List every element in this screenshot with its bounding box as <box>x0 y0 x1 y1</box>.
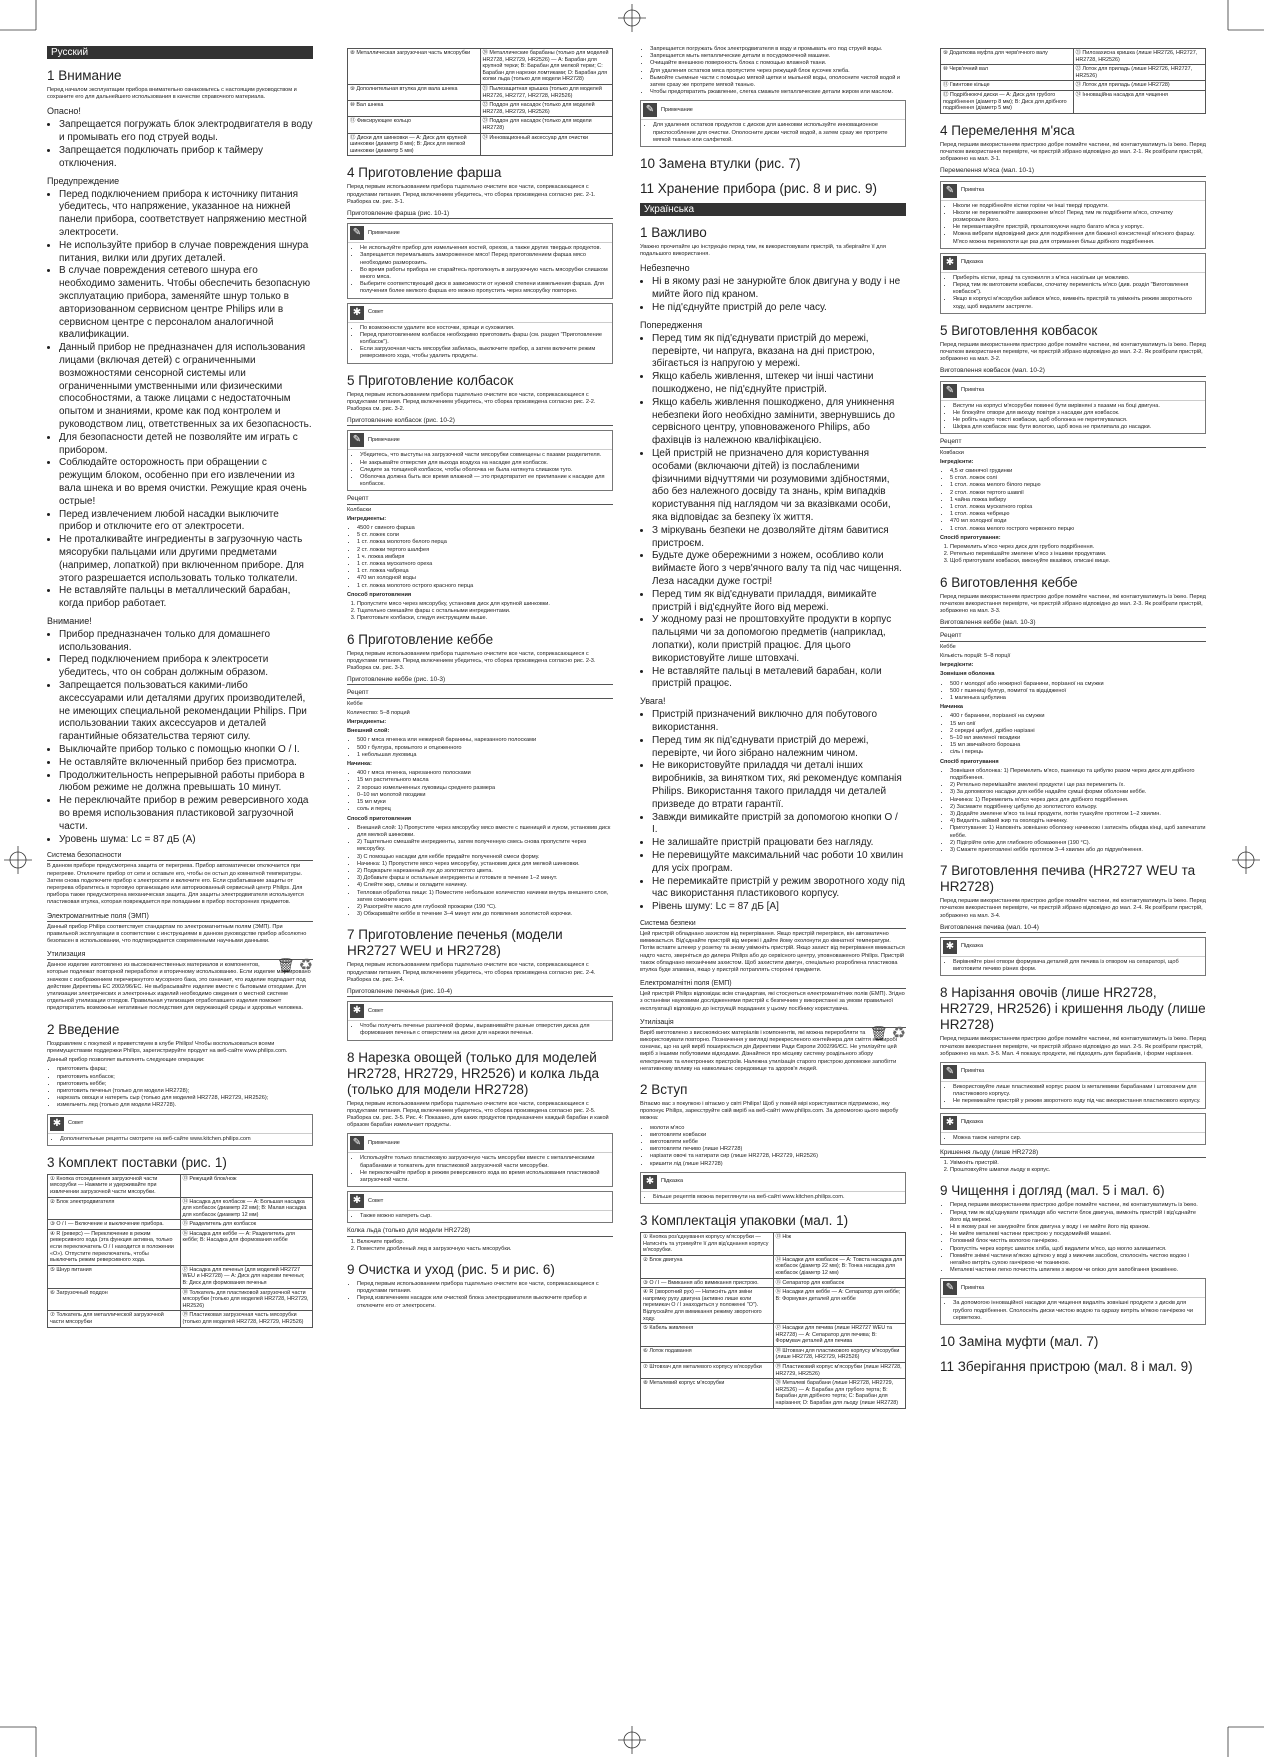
section-text: Перед першим використанням пристрою добре помийте частини, які контактуватимуть із їжею. Перед початком використання перевірте, чи пристрій зібрано відповідно до мал. 2-2. Як розібрати пристрій, зображено на мал. 3-2. <box>940 341 1206 363</box>
section-text: Перед першим використанням пристрою добре помийте частини, які контактуватимуть із їжею. Перед початком використання перевірте, чи пристрій зібрано відповідно до мал. 2-1. Як розібрати пристрій, зображено на мал. 3-1. <box>940 141 1206 163</box>
warning-list: • Перед подключением прибора к источнику питания убедитесь, что напряжение, указанное на нижней панели прибора, соответствует напряжению местной электросети. • Не используйте прибор в случае повреждения шнура питания, вилки или других деталей. • В случае повреждения сетевого шнура его необходимо заменить. Чтобы обеспечить безопасную эксплуатацию прибора, заменяйте шнур только в авторизованном сервисном центре Philips или в сервисном центре с персоналом аналогичной квалификации. • Данный прибор не предназначен для использования лицами (включая детей) с ограниченными возможностями сенсорной системы или ограниченными умственными или физическими способностями, а также лицами с недостаточным опытом и знаниями, кроме как под контролем и руководством лиц, ответственных за их безопасность. • Для безопасности детей не позволяйте им играть с прибором. • Соблюдайте осторожность при обращении с режущим блоком, особенно при его извлечении из вала шнека и во время очистки. Режущие края очень острые! • Перед извлечением любой насадки выключите прибор и отключите его от электросети. • Не проталкивайте ингредиенты в загрузочную часть мясорубки пальцами или другими предметами (например, лопаткой) при включенном приборе. Для этого разрешается использовать только толкатели. • Не вставляйте пальцы в металлический барабан, когда прибор работает. <box>47 189 313 611</box>
note-box: ✎ Примечание • Используйте только пластиковую загрузочную часть мясорубки вместе с металлическими барабанами и толкатель для пластиковой загрузочной части мясорубки. • Не переключайте прибор в режим реверсивного хода во время использования пластиковой загрузочной части. <box>347 1133 613 1187</box>
method-label: Спосіб приготування <box>940 758 999 765</box>
table-row: ⑨ Дополнительная втулка для вала шнека ㉑ Пылезащитная крышка (только для моделей HR2726, HR2727, HR2728, HR2526) <box>348 84 613 100</box>
table-row: ⑩ Черв'ячний вал ㉒ Лоток для приладь (лише HR2726, HR2727, HR2526) <box>941 65 1206 81</box>
recipe-name: Колбаски <box>347 506 372 513</box>
recipe-heading: Рецепт <box>940 438 1206 447</box>
note-icon: ✎ <box>943 384 957 398</box>
column-2 <box>347 46 613 1312</box>
table-row: ⑫ Подрібнюючі диски — A: Диск для грубого подрібнення (діаметр 8 мм); B: Диск для дрібного подрібнення (діаметр 5 мм) ㉔ Інноваційна насадка для чищення <box>941 90 1206 113</box>
table-row: ⑩ Вал шнека ㉒ Поддон для насадок (только для моделей HR2728, HR2729, HR2526) <box>348 101 613 117</box>
table-row: ⑧ Металевий корпус м'ясорубки ⑳ Металеві барабани (лише HR2728, HR2729, HR2526) — A: Барабан для грубого терта; B: Барабан для дрібного терта; C: Барабан для нарізання; D: Барабан для льоду (лише HR2728) <box>641 1379 906 1408</box>
box-contents-table <box>47 1174 313 1328</box>
recycle-icon: ♻ <box>891 1024 906 1042</box>
ingredient-list: • 400 г баранини, порізаної на смужки • 15 мл олії • 2 середні цибулі, дрібно нарізані • 5–10 мл змеленої гвоздики • 15 мл звичайного борошна • сіль і перець <box>940 713 1206 756</box>
warning-heading: Предупреждение <box>47 175 120 186</box>
table-row: ⑤ Шнур питания ⑰ Насадка для печенья (для моделей HR2727 WEU и HR2728) — A: Диск для нарезки печенья; B: Диск для формования печенья <box>48 1265 313 1288</box>
tip-icon: ✱ <box>943 256 957 270</box>
section-title: 6 Виготовлення кеббе <box>940 574 1078 590</box>
subsection-heading: Кришення льоду (лише HR2728) <box>940 1149 1206 1158</box>
note-icon: ✎ <box>943 1281 957 1295</box>
table-row: ④ R (реверс) — Переключение в режим реверсивного хода (эта функция активна, только если переключатель О / I находится в положении «О»). Отпустите переключатель, чтобы выключить режим реверсивного хода. ⑯ Насадка для кеббе — A: Разделитель для кеббе; B: Насадка для формования кеббе <box>48 1229 313 1265</box>
danger-list: • Ні в якому разі не занурюйте блок двигуна у воду і не мийте його під краном. • Не під'єднуйте пристрій до реле часу. <box>640 276 906 314</box>
ingredient-list: • 500 г мяса ягненка или нежирной баранины, нарезанного полосками • 500 г булгура, промытого и отцеженного • 1 небольшая луковица <box>347 737 613 759</box>
recipe-heading: Рецепт <box>940 632 1206 641</box>
intro-paragraph: Данный прибор позволяет выполнять следующие операции: <box>47 1057 205 1064</box>
method-list: • Внешний слой: 1) Пропустите через мясорубку мясо вместе с пшеницей и луком, установив диск для мелкой шинковки. • 2) Тщательно смешайте ингредиенты, затем полученную смесь снова пропустите через мясорубку. • 3) С помощью насадки для кеббе придайте полученной смеси форму. • Начинка: 1) Пропустите мясо через мясорубку, установив диск для мелкой шинковки. • 2) Поджарьте нарезанный лук до золотистого цвета. • 3) Добавьте фарш и остальные ингредиенты и готовьте в течение 1–2 минут. • 4) Слейте жир, сливы и охладите начинку. • Тепловая обработка пищи: 1) Поместите небольшое количество начинки внутрь внешнего слоя, затем сомкните края. • 2) Разогрейте масло для глубокой прожарки (190 °C). • 3) Обжаривайте кеббе в течение 3–4 минут или до появления золотистой корочки. <box>347 825 613 919</box>
subsection-heading: Приготовление колбасок (рис. 10-2) <box>347 417 613 426</box>
tip-icon: ✱ <box>643 1175 657 1189</box>
note-box: ✎ Примечание • Для удаления остатков продуктов с дисков для шинковки используйте инновационное приспособление для очистки. Ополосните диски чистой водой, а затем сразу же протрите мягкой тканью или салфеткой. <box>640 100 906 147</box>
section-title: 2 Введение <box>47 1021 120 1037</box>
emf-heading: Електромагнітні поля (ЕМП) <box>640 979 906 989</box>
tip-box: ✱ Совет • Чтобы получить печенье различной формы, выравнивайте разные отверстия диска для формования печенья с отверстием на диске для нарезки печенья. <box>347 1001 613 1040</box>
subsection-heading: Виготовлення ковбасок (мал. 10-2) <box>940 367 1206 376</box>
tip-icon: ✱ <box>50 1117 64 1131</box>
recipe-name: Кеббе <box>940 643 956 650</box>
subsection-heading: Приготовление фарша (рис. 10-1) <box>347 210 613 219</box>
recipe-heading: Рецепт <box>347 689 613 698</box>
tip-box: ✱ Підказка • Можна також натерти сир. <box>940 1113 1206 1145</box>
section-title: 11 Зберігання пристрою (мал. 8 і мал. 9) <box>940 1359 1193 1375</box>
recycle-icon: ♻ <box>298 957 313 975</box>
note-box: ✎ Примечание • Убедитесь, что выступы на загрузочной части мясорубки совмещены с пазами разделителя. • Не закрывайте отверстия для выхода воздуха на насадке для колбасок. • Следите за толщиной колбасок, чтобы оболочка не была натянута слишком туго. • Оболочка должна быть все время влажной — это предотвратит ее прилипание к насадке для колбасок. <box>347 430 613 491</box>
cleaning-list: • Перед первым использованием прибора тщательно очистите все части, соприкасающиеся с продуктами питания. • Перед извлечением насадок или очисткой блока электродвигателя выключите прибор и отключите его от электросети. <box>347 1281 613 1310</box>
note-icon: ✎ <box>350 1136 364 1150</box>
section-title: 9 Чищення і догляд (мал. 5 і мал. 6) <box>940 1183 1165 1199</box>
tip-icon: ✱ <box>350 1194 364 1208</box>
warning-list: • Перед тим як під'єднувати пристрій до мережі, перевірте, чи напруга, вказана на дні пристрою, збігається із напругою у мережі. • Якщо кабель живлення, штекер чи інші частини пошкоджено, не під'єднуйте пристрій. • Якщо кабель живлення пошкоджено, для уникнення небезпеки його необхідно замінити, звернувшись до сервісного центру, уповноваженого Philips, або фахівців із належною кваліфікацією. • Цей пристрій не призначено для користування особами (включаючи дітей) із послабленими фізичними відчуттями чи розумовими здібностями, або без належного досвіду та знань, крім випадків користування під наглядом чи за вказівками особи, яка відповідає за безпеку їх життя. • З міркувань безпеки не дозволяйте дітям бавитися пристроєм. • Будьте дуже обережними з ножем, особливо коли виймаєте його з черв'ячного валу та під час чищення. Леза насадки дуже гострі! • Перед тим як від'єднувати приладдя, вимикайте пристрій і від'єднуйте його від мережі. • У жодному разі не проштовхуйте продукти в корпус пальцями чи за допомогою предметів (наприклад, лопатки), коли пристрій працює. Для цього використовуйте лише штовхачі. • Не вставляйте пальці в металевий барабан, коли пристрій працює. <box>640 333 906 691</box>
section-title: 3 Комплект поставки (рис. 1) <box>47 1154 227 1170</box>
intro-text: Уважно прочитайте цю інструкцію перед тим, як використовувати пристрій, та зберігайте її для подальшого використання. <box>640 244 886 258</box>
caution-list: • Прибор предназначен только для домашнего использования. • Перед подключением прибора к электросети убедитесь, что он собран должным образом. • Запрещается пользоваться какими-либо аксессуарами или деталями других производителей, не имеющих специальной рекомендации Philips. При использовании таких аксессуаров и деталей гарантийные обязательства теряют силу. • Выключайте прибор только с помощью кнопки О / I. • Не оставляйте включенный прибор без присмотра. • Продолжительность непрерывной работы прибора в любом режиме не должна превышать 10 минут. • Не переключайте прибор в режим реверсивного хода во время использования пластиковой загрузочной части. • Уровень шума: Lc = 87 дБ (A) <box>47 629 313 847</box>
column-3 <box>640 46 906 1413</box>
recipe-name: Кеббе <box>347 700 363 707</box>
table-row: ⑪ Гвинтове кільце ㉓ Лоток для приладь (лише HR2728) <box>941 81 1206 91</box>
warning-heading: Попередження <box>640 319 703 330</box>
section-title: 4 Приготовление фарша <box>347 165 502 181</box>
note-icon: ✎ <box>643 103 657 117</box>
outer-layer-heading: Зовнішня оболонка <box>940 671 995 678</box>
tip-box: ✱ Совет • Дополнительные рецепты смотрите на веб-сайте www.kitchen.philips.com <box>47 1114 313 1146</box>
box-contents-table <box>640 1232 906 1409</box>
caution-list: • Пристрій призначений виключно для побутового використання. • Перед тим як під'єднувати пристрій до мережі, перевірте, чи його зібрано належним чином. • Не використовуйте приладдя чи деталі інших виробників, за винятком тих, які рекомендує компанія Philips. Використання такого приладдя чи деталей призведе до втрати гарантії. • Завжди вимикайте пристрій за допомогою кнопки О / I. • Не залишайте пристрій працювати без нагляду. • Не перевищуйте максимальний час роботи 10 хвилин для усіх програм. • Не перемикайте пристрій у режим зворотного ходу під час використання пластикового корпусу. • Рівень шуму: Lc = 87 дБ [A] <box>640 709 906 914</box>
section-text: Перед первым использованием прибора тщательно очистите все части, соприкасающиеся с продуктами питания. Перед включением убедитесь, что сборка произведена согласно рис. 2-1. Разборка см. рис. 3-1. <box>347 184 596 205</box>
emf-text: Данный прибор Philips соответствует стандартам по электромагнитным полям (ЭМП). При правильной эксплуатации в соответствии с инструкциями в данном руководстве прибор абсолютно безопасен в использовании, что подтверждается современными научными данными. <box>47 923 307 945</box>
table-row: ① Кнопка роз'єднування корпусу м'ясорубки — Натисніть та утримуйте її для від'єднання корпусу м'ясорубки. ⑬ Ніж <box>641 1232 906 1255</box>
ingredient-list: • 500 г молодої або нежирної баранини, порізаної на смужки • 500 г пшениці булгур, помитої та відцідженої • 1 маленька цибулина <box>940 681 1206 703</box>
table-row: ② Блок электродвигателя ⑭ Насадка для колбасок — A: Большая насадка для колбасок (диаметр 22 мм); B: Малая насадка для колбасок (диаметр 12 мм) <box>48 1197 313 1220</box>
table-row: ⑥ Лоток подавання ⑱ Штовхач для пластикового корпусу м'ясорубки (лише HR2728, HR2729, HR2526) <box>641 1346 906 1362</box>
tip-box: ✱ Совет • Также можно натереть сыр. <box>347 1191 613 1223</box>
box-contents-table <box>940 48 1206 114</box>
table-row: ⑨ Додаткова муфта для черв'ячного валу ㉑ Пилозахисна кришка (лише HR2726, HR2727, HR2728, HR2526) <box>941 49 1206 65</box>
section-title: 11 Хранение прибора (рис. 8 и рис. 9) <box>640 181 878 197</box>
language-header: Українська <box>640 203 906 216</box>
subsection-heading: Виготовлення печива (мал. 10-4) <box>940 924 1206 933</box>
note-icon: ✎ <box>350 433 364 447</box>
tip-icon: ✱ <box>943 1116 957 1130</box>
section-text: Перед первым использованием прибора тщательно очистите все части, соприкасающиеся с продуктами питания. Перед включением убедитесь, что сборка произведена согласно рис. 2-4. Разборка см. рис. 3-4. <box>347 962 596 983</box>
column-1 <box>47 46 313 1332</box>
table-row: ⑦ Толкатель для металлической загрузочной части мясорубки ⑲ Пластиковая загрузочная часть мясорубки (только для моделей HR2728, HR2729, HR2526) <box>48 1311 313 1327</box>
ingredients-label: Ингредиенты: <box>347 515 387 522</box>
tip-icon: ✱ <box>350 1004 364 1018</box>
subsection-heading: Виготовлення кеббе (мал. 10-3) <box>940 619 1206 628</box>
recipe-name: Ковбаски <box>940 449 964 456</box>
section-title: 1 Внимание <box>47 68 122 83</box>
table-row: ① Кнопка отсоединения загрузочной части мясорубки — Нажмите и удерживайте при извлечении загрузочной части мясорубки. ⑬ Режущий блок/нож <box>48 1174 313 1197</box>
emf-text: Цей пристрій Philips відповідає всім стандартам, які стосуються електромагнітних полів (ЕМП). Згідно з останніми науковими дослідженнями пристрій є безпечним у використанні за умови правильної експлуатації відповідно до інструкцій подаданих у цьому посібнику користувача. <box>640 991 905 1012</box>
method-list: • Зовнішня оболонка: 1) Перемелить м'ясо, пшеницю та цибулю разом через диск для дрібного подрібнення. • 2) Ретельно перемішайте змелені продукти і ще раз перемелить їх. • 3) За допомогою насадки для кеббе надайте сумші форми оболонки кеббе. • Начинка: 1) Перемелить м'ясо через диск для дрібного подрібнення. • 2) Засмажте подрібнену цибулю до золотистого кольору. • 3) Додайте змелене м'ясо та інші продукти, потім тушкуйте протягом 1–2 хвилин. • 4) Видаліть зайвий жир та охолодіть начинку. • Приготування: 1) Наповніть зовнішню оболонку начинкою і затисніть обидва кінці, щоб запечатати кеббе. • 2) Підігрійте олію для глибокого обсмаження (190 °C). • 3) Смажте приготовлені кеббе протягом 3–4 хвилин або до підрум'янення. <box>940 768 1206 854</box>
crossed-bin-icon: 🗑 <box>276 957 295 974</box>
table-row: ② Блок двигуна ⑭ Насадки для ковбасок — A: Товста насадка для ковбасок (діаметр 22 мм); B: Тонка насадка для ковбасок (діаметр 12 мм) <box>641 1255 906 1278</box>
section-title: 5 Приготовление колбасок <box>347 372 514 388</box>
subsection-heading: Колка льда (только для модели HR2728) <box>347 1227 613 1236</box>
section-title: 10 Замена втулки (рис. 7) <box>640 156 801 172</box>
ingredient-list: • 4,5 кг свинячої грудинки • 5 стол. ложок солі • 1 стол. ложка мелого білого перцю • 2 стол. ложки тертого шавлії • 1 чайна ложка імбиру • 1 стол. ложка мускатного горіха • 1 стол. ложка чебрецю • 470 мл холодної води • 1 стол. ложка мелого гострого червоного перцю <box>940 468 1206 533</box>
ice-steps: 1. Включите прибор. 2. Поместите дробленый лед в загрузочную часть мясорубки. <box>347 1239 613 1253</box>
table-row: ⑥ Загрузочный поддон ⑱ Толкатель для пластиковой загрузочной части мясорубки (только для моделей HR2728, HR2729, HR2526) <box>48 1288 313 1311</box>
table-row: ⑤ Кабель живлення ⑰ Насадки для печива (лише HR2727 WEU та HR2728) — A: Сепаратор для печива; B: Формувач деталей для печива <box>641 1324 906 1347</box>
table-row: ④ R (зворотний рух) — Натисніть для зміни напрямку руху двигуна (активно лише коли перемикач О / I знаходиться у положенні "О"). Відпускайте для вимикання режиму зворотного ходу. ⑯ Насадки для кеббе — A: Сепаратор для кеббе; B: Формувач деталей для кеббе <box>641 1288 906 1324</box>
section-title: 1 Важливо <box>640 225 707 241</box>
section-title: 7 Виготовлення печива (HR2727 WEU та HR2728) <box>940 863 1196 895</box>
method-list: 1. Пропустите мясо через мясорубку, установив диск для крупной шинковки. 2. Тщательно смешайте фарш с остальными ингредиентами. 3. Приготовьте колбаски, следуя инструкциям выше. <box>347 601 613 623</box>
danger-list: • Запрещается погружать блок электродвигателя в воду и промывать его под струей воды. • Запрещается подключать прибор к таймеру отключения. <box>47 119 313 170</box>
ingredients-label: Ингредиенты: <box>347 719 387 726</box>
subsection-heading: Приготовление кеббе (рис. 10-3) <box>347 676 613 685</box>
note-box: ✎ Примітка • Використовуйте лише пластиковий корпус разом із металевими барабанами і штовхачем для пластикового корпусу. • Не перемикайте пристрій у режим зворотного ходу під час використання пластикового корпусу. <box>940 1062 1206 1109</box>
note-icon: ✎ <box>350 226 364 240</box>
cleaning-list: • Запрещается погружать блок электродвигателя в воду и промывать его под струей воды. • Запрещается мыть металлические детали в посудомоечной машине. • Очищайте внешнюю поверхность блока с помощью влажной ткани. • Для удаления остатков мяса пропустите через режущий блок кусочек хлеба. • Вымойте съемные части с помощью мягкой щетки и мыльной воды, ополосните чистой водой и затем сразу же протрите мягкой тканью. • Чтобы предотвратить ржавление, слегка смажьте металлические детали жиром или маслом. <box>640 46 906 96</box>
recipe-quantity: Количество: 5–8 порций <box>347 709 410 716</box>
filling-heading: Начинка: <box>347 761 372 768</box>
ice-steps: 1. Увімкніть пристрій. 2. Проштовхуйте шматки льоду в корпус. <box>940 1160 1206 1174</box>
intro-paragraph: Поздравляем с покупкой и приветствуем в клубе Philips! Чтобы воспользоваться всеми преимуществами поддержки Philips, зарегистрируйте продукт на веб-сайте www.philips.com. <box>47 1040 288 1054</box>
table-row: ③ О / I — Включение и выключение прибора. ⑮ Разделитель для колбасок <box>48 1220 313 1230</box>
tip-icon: ✱ <box>943 940 957 954</box>
emf-heading: Электромагнитные поля (ЭМП) <box>47 912 313 922</box>
tip-box: ✱ Підказка • Вирівняйте різні отвори формувача деталей для печива із отвором на сепараторі, щоб виготовити печиво різних форм. <box>940 937 1206 976</box>
section-text: Перед першим використанням пристрою добре помийте частини, які контактуватимуть із їжею. Перед початком використання перевірте, чи пристрій зібрано відповідно до мал. 2-4. Як розібрати пристрій, зображено на мал. 3-4. <box>940 898 1206 919</box>
tip-box: ✱ Підказка • Приберіть кістки, хрящі та сухожилля з м'яса наскільки це можливо. • Перед тим як виготовити ковбаски, спочатку перемелість м'ясо (див. розділ "Виготовлення ковбасок"). • Якщо в корпусі м'ясорубки забився м'ясо, вимкніть пристрій та увімкніть режим зворотнього ходу, щоб видалити застрягле. <box>940 253 1206 314</box>
language-header: Русский <box>47 46 313 59</box>
ingredient-list: • 400 г мяса ягненка, нарезанного полосками • 15 мл растительного масла • 2 хорошо измельченных луковицы среднего размера • 0–10 мл молотой гвоздики • 15 мл муки • соль и перец <box>347 770 613 813</box>
section-title: 6 Приготовление кеббе <box>347 631 494 647</box>
section-text: Перед першим використанням пристрою добре помийте частини, які контактуватимуть із їжею. Перед початком використання перевірте, чи пристрій зібрано відповідно до мал. 2-5. Як розібрати пристрій, зображено на мал. 3-5. Мал. 4 показує продукти, які підходять для барабанів, і форми нарізання. <box>940 1036 1206 1057</box>
crossed-bin-icon: 🗑 <box>869 1024 888 1041</box>
method-label: Способ приготовления <box>347 591 412 598</box>
ingredients-label: Інгредієнти: <box>940 662 974 669</box>
note-box: ✎ Примітка • Ніколи не подрібнюйте кістки горіхи чи інші тверді продукти. • Ніколи не перемелюйте заморожене м'ясо! Перед тим як подрібнити м'ясо, спочатку розморозьте його. • Не перевантажуйте пристрій, проштовхуючи надто багато м'яса у корпус. • Можна вибрати відповідний диск для подрібнення для бажаної консистенції м'ясного фаршу. М'ясо можна перемолоти ще раз для отримання більш дрібного подрібнення. <box>940 181 1206 249</box>
section-text: Перед першим використанням пристрою добре помийте частини, які контактуватимуть із їжею. Перед початком використання перевірте, чи пристрій зібрано відповідно до мал. 2-3. Як розібрати пристрій, зображено на мал. 3-3. <box>940 593 1206 615</box>
safety-text: В данном приборе предусмотрена защита от перегрева. Прибор автоматически отключается при перегреве. Отключите прибор от сети и оставьте его, чтобы он остыл до комнатной температуры. Затем снова подключите прибор к электросети и включите его. Если срабатывание защиты от перегрева обратитесь в торговую организацию или авторизованный сервисный центр Philips. Для прибора также предусмотрена механическая защита. Для защиты электродвигателя используется пластиковая втулка, которая повреждается при попадании в прибор посторонних предметов. <box>47 863 304 906</box>
subsection-heading: Приготовление печенья (рис. 10-4) <box>347 988 613 997</box>
safety-text: Цей пристрій обладнано захистом від перегрівання. Якщо пристрій перегрівся, він автоматично вимикається. Від'єднайте пристрій від мережі і дайте йому охолонути до кімнатної температури. Потім вставте штекер у розетку та знову увімкніть пристрій. Якщо захист від перегрівання вмикається надто часто, зверніться до дилера Philips або до сервісного центру, уповноваженого Philips. Пристрій також обладнано механічним захистом. Щоб захистити двигун, спеціально розроблена пластикова втулка буде зламана, якщо у пристрій потраплять сторонні предмети. <box>640 930 905 973</box>
box-contents-table <box>347 48 613 156</box>
note-icon: ✎ <box>943 1065 957 1079</box>
caution-heading: Увага! <box>640 696 666 707</box>
disposal-heading: Утилизация <box>47 950 313 960</box>
table-row: ⑫ Диски для шинковки — A: Диск для крупной шинковки (диаметр 8 мм); B: Диск для мелкой шинковки (диаметр 5 мм) ㉔ Инновационный аксессуар для очистки <box>348 133 613 156</box>
section-title: 3 Комплектація упаковки (мал. 1) <box>640 1212 849 1228</box>
safety-heading: Система безопасности <box>47 851 313 861</box>
section-title: 8 Нарізання овочів (лише HR2728, HR2729, HR2526) і кришення льоду (лише HR2728) <box>940 985 1206 1033</box>
feature-list: • приготовить фарш; • приготовить колбасок; • приготовить кеббе; • приготовить печенья (только для модели HR2728); • нарезать овощи и натереть сыр (только для моделей HR2728, HR2729, HR2526); • измельчить лед (только для модели HR2728). <box>47 1066 313 1109</box>
danger-heading: Небезпечно <box>640 263 690 274</box>
table-row: ⑧ Металлическая загрузочная часть мясорубки ⑳ Металлические барабаны (только для моделей HR2728, HR2729, HR2526) — A: Барабан для крупной терки; B: Барабан для мелкой терки; C: Барабан для нарезки ломтиками; D: Барабан для колки льда (только для модели HR2728) <box>348 49 613 85</box>
tip-icon: ✱ <box>350 306 364 320</box>
disposal-text: ♻ 🗑 Виріб виготовлено з високоякісних матеріалів і компонентів, які можна переробляти та використовувати повторно. Позначення у вигляді перекресленого контейнера для сміття на виробі означає, що на цей виріб поширюється дія Директиви Ради Європи 2002/96/ЄС. Не утилізуйте цей виріб з іншими побутовими відходами. Дізнайтеся про місцеву систему роздільного збору електричних та електронних пристроїв. Належна утилізація старого пристрою допоможе запобігти негативному впливу на навколишнє середовище та здоров'я людей. <box>640 1024 906 1072</box>
column-4 <box>940 46 1206 1378</box>
outer-layer-heading: Внешний слой: <box>347 728 390 735</box>
table-row: ⑪ Фиксирующее кольцо ㉓ Поддон для насадок (только для модели HR2728) <box>348 117 613 133</box>
note-box: ✎ Примечание • Не используйте прибор для измельчения костей, орехов, а также других твердых продуктов. • Запрещается перемалывать замороженное мясо! Перед приготовлением фарша мясо необходимо разморозить. • Во время работы прибора не старайтесь протолкнуть в загрузочную часть мясорубки слишком много мяса. • Выберите соответствующий диск в зависимости от нужной степени измельчения фарша. Для получения более мелкого фарша его можно пропустить через мясорубку повторно. <box>347 223 613 298</box>
section-title: 8 Нарезка овощей (только для моделей HR2728, HR2729, HR2526) и колка льда (только для модели HR2728) <box>347 1049 600 1097</box>
feature-list: • молоти м'ясо • виготовляти ковбаски • виготовляти кеббе • виготовляти печиво (лише HR2728) • нарізати овочі та натирати сир (лише HR2728, HR2729, HR2526) • кришити лід (лише HR2728) <box>640 1125 906 1168</box>
note-icon: ✎ <box>943 184 957 198</box>
cleaning-list: • Перед першим використанням пристрою добре помийте частини, які контактуватимуть із їжею. • Перед тим як від'єднувати приладдя або чистити блок двигуна, вимкніть пристрій і від'єднайте його від мережі. • Ні в якому разі не занурюйте блок двигуна у воду і не мийте його під краном. • Не мийте металеві частини пристрою у посудомийній машині. • Головний блок чистіть вологою ганчіркою. • Пропустіть через корпус шматок хліба, щоб видалити м'ясо, що могло залишитися. • Помийте знімні частини м'якою щіткою у воді з миючим засобом, сполосніть чистою водою і негайно витріть сухою ганчіркою чи тканиною. • Металеві частини легко почистіть шпилем з жиром чи олією для запобігання іржавінню. <box>940 1202 1206 1274</box>
caution-heading: Внимание! <box>47 615 92 626</box>
method-label: Способ приготовления <box>347 815 412 822</box>
ingredients-label: Інгредієнти: <box>940 458 974 465</box>
disposal-text: ♻ 🗑 Данное изделие изготовлено из высококачественных материалов и компонентов, которые подлежат повторной переработке и вторичному использованию. Если изделие маркировано значком с изображением перечеркнутого мусорного бака, это означает, что изделие подпадает под действие Директивы ЕС 2002/96/EC. Не выбрасывайте изделие вместе с бытовыми отходами. Для утилизации электрических и электронных изделий необходимо сведения о местной системе отдельной утилизации отходов. Правильная утилизация отработавшего изделия поможет предотвратить возможные негативные последствия для окружающей среды и здоровья человека. <box>47 957 313 1012</box>
ingredient-list: • 4500 г свиного фарша • 5 ст. ложек соли • 1 ст. ложка молотого белого перца • 2 ст. ложки тертого шалфея • 1 ч. ложка имбиря • 1 ст. ложка мускатного ореха • 1 ст. ложка чабреца • 470 мл холодной воды • 1 ст. ложка молотого острого красного перца <box>347 525 613 590</box>
section-title: 4 Перемелення м'яса <box>940 122 1075 138</box>
section-title: 10 Заміна муфти (мал. 7) <box>940 1334 1099 1350</box>
table-row: ⑦ Штовхач для металевого корпусу м'ясорубки ⑲ Пластиковий корпус м'ясорубки (лише HR2728, HR2729, HR2526) <box>641 1363 906 1379</box>
section-title: 5 Виготовлення ковбасок <box>940 322 1098 338</box>
section-text: Перед первым использованием прибора тщательно очистите все части, соприкасающиеся с продуктами питания. Перед включением убедитесь, что сборка произведена согласно рис. 2-3. Разборка см. рис. 3-3. <box>347 650 596 672</box>
recipe-heading: Рецепт <box>347 495 613 504</box>
filling-heading: Начинка <box>940 704 963 711</box>
section-title: 7 Приготовление печенья (модели HR2727 WEU и HR2728) <box>347 927 563 959</box>
danger-heading: Опасно! <box>47 106 81 117</box>
note-box: ✎ Примітка • За допомогою інноваційної насадки для чищення видаліть зовнішні продукти з дисків для грубого подрібнення. Сполосніть диски чистою водою та одразу витріть м'якою ганчіркою чи серветкою. <box>940 1278 1206 1325</box>
section-text: Перед первым использованием прибора тщательно очистите все части, соприкасающиеся с продуктами питания. Перед включением убедитесь, что сборка произведена согласно рис. 2-5. Разборка см. рис. 3-5. Рис. 4: Показано, для каких продуктов предназначен каждый барабан и какой образом барабан измельчает продукты. <box>347 1100 609 1129</box>
intro-paragraph: Вітаємо вас з покупкою і вітаємо у світі Philips! Щоб у повній мірі користуватися підтримкою, яку пропонує Philips, зареєструйте свій виріб на веб-сайті www.philips.com. За допомогою цього виробу можна: <box>640 1100 899 1122</box>
method-list: 1. Перемелить м'ясо через диск для грубого подрібнення. 2. Ретельно перемішайте змелене м'ясо з іншими продуктами. 3. Щоб приготувати ковбаски, виконуйте вказівки, описані вище. <box>940 544 1206 566</box>
safety-heading: Система безпеки <box>640 919 906 929</box>
section-title: 9 Очистка и уход (рис. 5 и рис. 6) <box>347 1262 555 1277</box>
intro-text: Перед началом эксплуатации прибора внимательно ознакомьтесь с настоящим руководством и сохраните его для дальнейшего использования в качестве справочного материала. <box>47 87 297 101</box>
table-row: ③ О / I — Вмикання або вимикання пристрою. ⑮ Сепаратор для ковбасок <box>641 1278 906 1288</box>
method-label: Спосіб приготування: <box>940 534 1001 541</box>
note-box: ✎ Примітка • Виступи на корпусі м'ясорубки повинні бути вирівняні з пазами на боці двигуна. • Не блокуйте отвори для виходу повітря з насадки для ковбасок. • Не робіть надто товсті ковбаски, щоб оболонка не перетягувалася. • Шкірка для ковбасок має бути вологою, щоб вона не прилипала до насадки. <box>940 381 1206 435</box>
section-text: Перед первым использованием прибора тщательно очистите все части, соприкасающиеся с продуктами питания. Перед включением убедитесь, что сборка произведена согласно рис. 2-2. Разборка см. рис. 3-2. <box>347 391 596 412</box>
recipe-quantity: Кількість порцій: 5–8 порції <box>940 652 1011 659</box>
disposal-heading: Утилізація <box>640 1018 906 1028</box>
tip-box: ✱ Совет • По возможности удалите все косточки, хрящи и сухожилия. • Перед приготовлением колбасок необходимо приготовить фарш (см. раздел "Приготовление колбасок"). • Если загрузочная часть мясорубки забилась, выключите прибор, а затем включите режим реверсивного хода, чтобы удалить продукты. <box>347 303 613 364</box>
subsection-heading: Перемелення м'яса (мал. 10-1) <box>940 167 1206 176</box>
section-title: 2 Вступ <box>640 1081 688 1097</box>
tip-box: ✱ Підказка • Більше рецептів можна переглянути на веб-сайті www.kitchen.philips.com. <box>640 1172 906 1204</box>
